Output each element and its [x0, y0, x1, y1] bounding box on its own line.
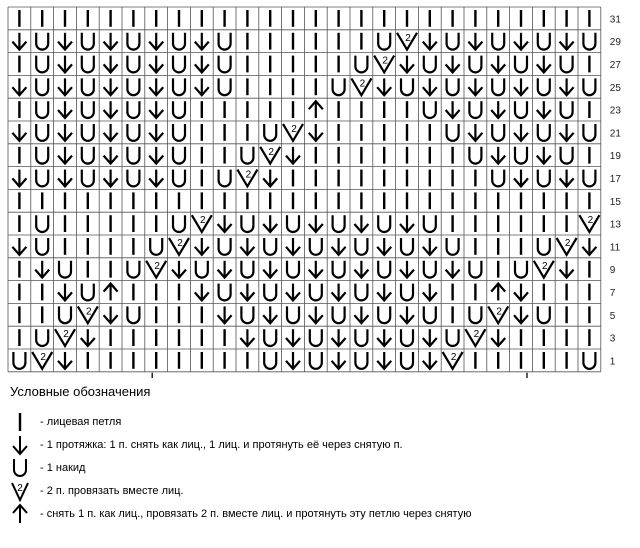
- pull-through-symbol: [218, 215, 232, 232]
- yarn-over-symbol: [583, 33, 595, 50]
- yarn-over-symbol: [287, 306, 299, 323]
- pull-through-symbol: [149, 101, 163, 118]
- pull-through-symbol: [423, 33, 437, 50]
- yarn-over-symbol: [378, 261, 390, 278]
- pull-through-symbol: [286, 284, 300, 301]
- yarn-over-symbol: [355, 329, 367, 346]
- row-number: 27: [609, 60, 621, 71]
- k2tog-symbol: [192, 215, 212, 232]
- k2tog-icon: [10, 480, 30, 502]
- pull-through-symbol: [514, 78, 528, 95]
- k2tog-symbol: [557, 238, 577, 255]
- yarn-over-symbol: [241, 147, 253, 164]
- yarn-over-symbol: [424, 261, 436, 278]
- yarn-over-symbol: [173, 170, 185, 187]
- pull-through-symbol: [332, 284, 346, 301]
- yarn-over-symbol: [401, 329, 413, 346]
- pull-through-symbol: [58, 101, 72, 118]
- pull-through-symbol: [172, 261, 186, 278]
- pull-through-symbol: [104, 78, 118, 95]
- pull-through-symbol: [58, 124, 72, 141]
- pull-through-symbol: [58, 56, 72, 73]
- pull-through-icon: [10, 434, 30, 456]
- yarn-over-symbol: [469, 261, 481, 278]
- pull-through-symbol: [240, 329, 254, 346]
- yarn-over-symbol: [424, 56, 436, 73]
- yarn-over-symbol: [82, 33, 94, 50]
- yarn-over-symbol: [447, 329, 459, 346]
- pull-through-symbol: [12, 124, 26, 141]
- sk2p-symbol: [491, 284, 505, 301]
- yarn-over-symbol: [469, 101, 481, 118]
- yarn-over-symbol: [447, 78, 459, 95]
- yarn-over-symbol: [219, 284, 231, 301]
- pull-through-symbol: [446, 261, 460, 278]
- yarn-over-symbol: [36, 56, 48, 73]
- yarn-over-symbol: [538, 33, 550, 50]
- yarn-over-symbol: [173, 215, 185, 232]
- pull-through-symbol: [423, 284, 437, 301]
- sk2p-symbol: [104, 284, 118, 301]
- pull-through-symbol: [240, 238, 254, 255]
- row-number: 23: [609, 105, 621, 117]
- yarn-over-symbol: [447, 238, 459, 255]
- yarn-over-symbol: [264, 352, 276, 369]
- pull-through-symbol: [149, 33, 163, 50]
- yarn-over-symbol: [333, 261, 345, 278]
- yarn-over-symbol: [196, 261, 208, 278]
- pull-through-symbol: [263, 215, 277, 232]
- row-number: 19: [609, 151, 621, 163]
- yarn-over-symbol: [127, 124, 139, 141]
- yarn-over-symbol: [173, 101, 185, 118]
- yarn-over-symbol: [561, 101, 573, 118]
- pull-through-symbol: [309, 261, 323, 278]
- svg-text:2: 2: [154, 260, 160, 272]
- legend-text-yarn-over: - 1 накид: [40, 461, 86, 474]
- pull-through-symbol: [332, 238, 346, 255]
- yarn-over-symbol: [583, 170, 595, 187]
- knit-stitch-icon: [10, 411, 30, 433]
- yarn-over-symbol: [492, 170, 504, 187]
- yarn-over-symbol: [333, 306, 345, 323]
- svg-text:2: 2: [245, 169, 252, 181]
- yarn-over-symbol: [287, 215, 299, 232]
- yarn-over-symbol: [36, 101, 48, 118]
- svg-text:2: 2: [40, 352, 46, 363]
- yarn-over-symbol: [36, 147, 48, 164]
- yarn-over-symbol: [378, 33, 390, 50]
- sk2p-icon: [10, 503, 30, 525]
- svg-text:2: 2: [200, 215, 206, 227]
- yarn-over-symbol: [127, 306, 139, 323]
- pull-through-symbol: [286, 352, 300, 369]
- legend-text-k2tog: - 2 п. провязать вместе лиц.: [40, 484, 184, 497]
- yarn-over-symbol: [538, 170, 550, 187]
- yarn-over-symbol: [469, 147, 481, 164]
- pull-through-symbol: [423, 352, 437, 369]
- pull-through-symbol: [514, 170, 528, 187]
- yarn-over-symbol: [310, 284, 322, 301]
- legend-text-pull-through: - 1 протяжка: 1 п. снять как лиц., 1 лиц. и протянуть её через снятую п.: [40, 438, 403, 451]
- row-number: 29: [609, 37, 621, 49]
- yarn-over-symbol: [469, 56, 481, 73]
- k2tog-symbol: [443, 352, 463, 369]
- pull-through-symbol: [286, 329, 300, 346]
- yarn-over-symbol: [310, 238, 322, 255]
- pull-through-symbol: [582, 238, 596, 255]
- yarn-over-symbol: [127, 101, 139, 118]
- yarn-over-symbol: [401, 284, 413, 301]
- pull-through-symbol: [468, 124, 482, 141]
- pull-through-symbol: [104, 101, 118, 118]
- yarn-over-symbol: [378, 215, 390, 232]
- pull-through-symbol: [332, 352, 346, 369]
- yarn-over-symbol: [401, 78, 413, 95]
- pull-through-symbol: [12, 78, 26, 95]
- sk2p-symbol: [309, 101, 323, 118]
- pull-through-symbol: [332, 329, 346, 346]
- yarn-over-symbol: [127, 170, 139, 187]
- svg-text:2: 2: [291, 124, 297, 135]
- pull-through-symbol: [400, 56, 414, 73]
- pull-through-symbol: [149, 78, 163, 95]
- yarn-over-symbol: [355, 238, 367, 255]
- pull-through-symbol: [468, 33, 482, 50]
- yarn-over-symbol: [264, 238, 276, 255]
- pull-through-symbol: [377, 352, 391, 369]
- yarn-over-symbol: [241, 306, 253, 323]
- yarn-over-symbol: [127, 261, 139, 278]
- yarn-over-symbol: [492, 124, 504, 141]
- yarn-over-symbol: [173, 33, 185, 50]
- yarn-over-symbol: [173, 78, 185, 95]
- yarn-over-symbol: [561, 147, 573, 164]
- yarn-over-icon: [10, 457, 30, 479]
- pull-through-symbol: [514, 124, 528, 141]
- yarn-over-symbol: [82, 124, 94, 141]
- yarn-over-symbol: [219, 170, 231, 187]
- pull-through-symbol: [286, 147, 300, 164]
- k2tog-symbol: [579, 215, 599, 232]
- k2tog-symbol: [260, 147, 280, 164]
- yarn-over-symbol: [82, 78, 94, 95]
- yarn-over-symbol: [424, 101, 436, 118]
- pull-through-symbol: [58, 33, 72, 50]
- yarn-over-symbol: [36, 78, 48, 95]
- yarn-over-symbol: [36, 33, 48, 50]
- pull-through-symbol: [537, 147, 551, 164]
- yarn-over-symbol: [401, 238, 413, 255]
- svg-text:2: 2: [63, 329, 69, 341]
- yarn-over-symbol: [424, 215, 436, 232]
- pull-through-symbol: [560, 78, 574, 95]
- yarn-over-symbol: [401, 352, 413, 369]
- pull-through-symbol: [12, 170, 26, 187]
- yarn-over-symbol: [127, 33, 139, 50]
- svg-text:2: 2: [268, 146, 274, 158]
- repeat-bracket: [152, 373, 527, 378]
- yarn-over-symbol: [173, 147, 185, 164]
- pull-through-symbol: [58, 78, 72, 95]
- pull-through-symbol: [309, 215, 323, 232]
- yarn-over-symbol: [241, 261, 253, 278]
- yarn-over-symbol: [424, 306, 436, 323]
- pull-through-symbol: [104, 33, 118, 50]
- pull-through-symbol: [377, 78, 391, 95]
- legend-text-knit: - лицевая петля: [40, 415, 122, 428]
- yarn-over-symbol: [310, 352, 322, 369]
- pull-through-symbol: [149, 124, 163, 141]
- yarn-over-symbol: [127, 78, 139, 95]
- legend-item-k2tog: [10, 479, 630, 502]
- row-number: 1: [609, 356, 616, 368]
- svg-text:2: 2: [587, 215, 594, 227]
- legend-item-yarn-over: [10, 456, 630, 479]
- row-number: 25: [609, 82, 621, 94]
- pull-through-symbol: [491, 147, 505, 164]
- pull-through-symbol: [560, 261, 574, 278]
- chart-grid: [8, 7, 601, 372]
- legend-item-pull-through: [10, 433, 630, 456]
- yarn-over-symbol: [127, 147, 139, 164]
- pull-through-symbol: [149, 147, 163, 164]
- row-number: 5: [609, 310, 616, 322]
- yarn-over-symbol: [538, 124, 550, 141]
- pull-through-symbol: [400, 215, 414, 232]
- svg-text:2: 2: [382, 55, 388, 67]
- yarn-over-symbol: [36, 124, 48, 141]
- pull-through-symbol: [195, 284, 209, 301]
- pull-through-symbol: [195, 78, 209, 95]
- yarn-over-symbol: [82, 56, 94, 73]
- pull-through-symbol: [400, 261, 414, 278]
- pull-through-symbol: [240, 284, 254, 301]
- k2tog-symbol: [465, 329, 485, 346]
- svg-text:2: 2: [564, 238, 571, 249]
- row-number: 11: [609, 242, 621, 254]
- legend-item-sk2p: [10, 502, 630, 525]
- pull-through-symbol: [286, 238, 300, 255]
- pull-through-symbol: [218, 261, 232, 278]
- pull-through-symbol: [58, 170, 72, 187]
- yarn-over-symbol: [82, 170, 94, 187]
- yarn-over-symbol: [492, 78, 504, 95]
- pull-through-symbol: [104, 56, 118, 73]
- pull-through-symbol: [263, 170, 277, 187]
- legend-text-sk2p: - снять 1 п. как лиц., провязать 2 п. вместе лиц. и протянуть эту петлю через снятую: [40, 507, 472, 520]
- yarn-over-symbol: [333, 78, 345, 95]
- yarn-over-symbol: [36, 215, 48, 232]
- pull-through-symbol: [377, 238, 391, 255]
- pull-through-symbol: [149, 56, 163, 73]
- svg-text:2: 2: [473, 329, 480, 341]
- pull-through-symbol: [195, 238, 209, 255]
- pull-through-symbol: [104, 170, 118, 187]
- pull-through-symbol: [537, 56, 551, 73]
- yarn-over-symbol: [492, 33, 504, 50]
- legend-title: Условные обозначения: [10, 384, 151, 399]
- yarn-over-symbol: [538, 238, 550, 255]
- pull-through-symbol: [514, 306, 528, 323]
- pull-through-symbol: [423, 78, 437, 95]
- yarn-over-symbol: [173, 56, 185, 73]
- yarn-over-symbol: [13, 352, 25, 369]
- yarn-over-symbol: [447, 33, 459, 50]
- pull-through-symbol: [149, 170, 163, 187]
- pull-through-symbol: [58, 147, 72, 164]
- row-number: 13: [609, 219, 621, 231]
- yarn-over-symbol: [515, 147, 527, 164]
- yarn-over-symbol: [36, 170, 48, 187]
- pull-through-symbol: [12, 33, 26, 50]
- svg-text:2: 2: [405, 32, 411, 44]
- svg-text:2: 2: [86, 306, 92, 318]
- pull-through-symbol: [560, 170, 574, 187]
- row-number: 9: [609, 265, 616, 277]
- pull-through-symbol: [81, 329, 95, 346]
- pull-through-symbol: [491, 56, 505, 73]
- row-number: 3: [609, 333, 616, 345]
- yarn-over-symbol: [219, 56, 231, 73]
- pull-through-symbol: [309, 306, 323, 323]
- yarn-over-symbol: [219, 238, 231, 255]
- yarn-over-symbol: [127, 56, 139, 73]
- svg-text:2: 2: [450, 352, 457, 363]
- yarn-over-symbol: [173, 124, 185, 141]
- k2tog-symbol: [146, 261, 166, 278]
- row-number: 31: [609, 14, 621, 26]
- yarn-over-symbol: [264, 124, 276, 141]
- pull-through-symbol: [377, 329, 391, 346]
- yarn-over-symbol: [538, 306, 550, 323]
- yarn-over-symbol: [36, 329, 48, 346]
- pull-through-symbol: [423, 238, 437, 255]
- yarn-over-symbol: [378, 306, 390, 323]
- pull-through-symbol: [58, 352, 72, 369]
- svg-text:2: 2: [17, 482, 23, 494]
- svg-text:2: 2: [542, 260, 548, 272]
- k2tog-symbol: [237, 170, 257, 187]
- yarn-over-symbol: [219, 33, 231, 50]
- row-number: 17: [609, 174, 621, 185]
- yarn-over-symbol: [469, 306, 481, 323]
- pull-through-symbol: [423, 329, 437, 346]
- k2tog-symbol: [397, 33, 417, 50]
- k2tog-symbol: [78, 306, 98, 323]
- yarn-over-symbol: [355, 284, 367, 301]
- svg-text:2: 2: [496, 306, 502, 318]
- yarn-over-symbol: [310, 329, 322, 346]
- yarn-over-symbol: [538, 78, 550, 95]
- yarn-over-symbol: [36, 238, 48, 255]
- k2tog-symbol: [374, 56, 394, 73]
- yarn-over-symbol: [583, 352, 595, 369]
- pull-through-symbol: [446, 56, 460, 73]
- pull-through-symbol: [195, 33, 209, 50]
- pull-through-symbol: [491, 101, 505, 118]
- yarn-over-symbol: [82, 147, 94, 164]
- pull-through-symbol: [400, 306, 414, 323]
- yarn-over-symbol: [82, 101, 94, 118]
- yarn-over-symbol: [219, 78, 231, 95]
- pull-through-symbol: [195, 56, 209, 73]
- pull-through-symbol: [560, 33, 574, 50]
- yarn-over-symbol: [264, 329, 276, 346]
- yarn-over-symbol: [561, 56, 573, 73]
- k2tog-symbol: [32, 352, 52, 369]
- yarn-over-symbol: [583, 78, 595, 95]
- pull-through-symbol: [12, 238, 26, 255]
- yarn-over-symbol: [82, 284, 94, 301]
- yarn-over-symbol: [515, 56, 527, 73]
- row-number: 15: [609, 196, 621, 208]
- legend-item-knit: [10, 410, 630, 433]
- pull-through-symbol: [514, 33, 528, 50]
- row-number: 7: [609, 288, 616, 299]
- pull-through-symbol: [104, 306, 118, 323]
- row-number: 21: [609, 128, 621, 140]
- pull-through-symbol: [263, 306, 277, 323]
- pull-through-symbol: [446, 101, 460, 118]
- pull-through-symbol: [218, 306, 232, 323]
- yarn-over-symbol: [241, 215, 253, 232]
- pull-through-symbol: [468, 78, 482, 95]
- yarn-over-symbol: [583, 124, 595, 141]
- pull-through-symbol: [104, 124, 118, 141]
- yarn-over-symbol: [355, 56, 367, 73]
- k2tog-symbol: [351, 78, 371, 95]
- yarn-over-symbol: [515, 101, 527, 118]
- pull-through-symbol: [263, 261, 277, 278]
- pull-through-symbol: [354, 306, 368, 323]
- k2tog-symbol: [534, 261, 554, 278]
- yarn-over-symbol: [59, 306, 71, 323]
- pull-through-symbol: [377, 284, 391, 301]
- yarn-over-symbol: [287, 261, 299, 278]
- pull-through-symbol: [491, 329, 505, 346]
- k2tog-symbol: [169, 238, 189, 255]
- k2tog-symbol: [283, 124, 303, 141]
- svg-text:2: 2: [177, 238, 183, 249]
- pull-through-symbol: [354, 215, 368, 232]
- yarn-over-symbol: [150, 238, 162, 255]
- pull-through-symbol: [309, 124, 323, 141]
- svg-text:2: 2: [359, 78, 366, 90]
- yarn-over-symbol: [333, 215, 345, 232]
- legend: [10, 382, 630, 525]
- pull-through-symbol: [35, 261, 49, 278]
- yarn-over-symbol: [264, 284, 276, 301]
- yarn-over-symbol: [515, 261, 527, 278]
- pull-through-symbol: [354, 261, 368, 278]
- yarn-over-symbol: [447, 124, 459, 141]
- pull-through-symbol: [537, 101, 551, 118]
- yarn-over-symbol: [355, 352, 367, 369]
- k2tog-symbol: [55, 329, 75, 346]
- k2tog-symbol: [488, 306, 508, 323]
- pull-through-symbol: [104, 147, 118, 164]
- pull-through-symbol: [58, 284, 72, 301]
- yarn-over-symbol: [59, 261, 71, 278]
- pull-through-symbol: [514, 284, 528, 301]
- pull-through-symbol: [560, 124, 574, 141]
